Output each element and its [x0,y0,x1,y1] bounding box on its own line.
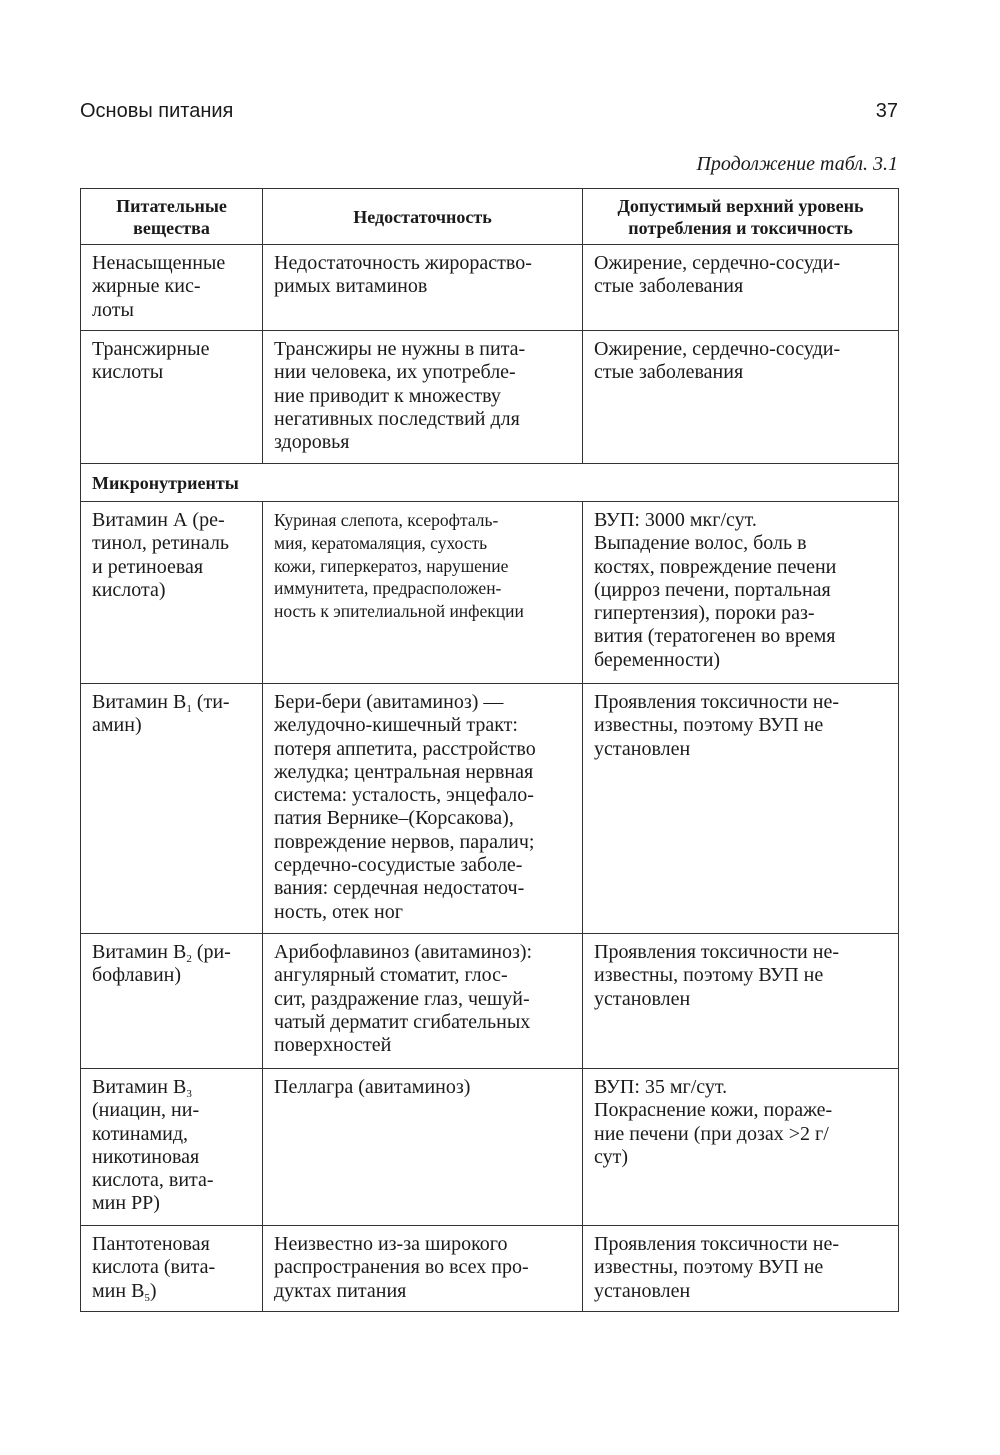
cell-deficiency: Пеллагра (авитаминоз) [263,1069,583,1226]
cell-upper-level: ВУП: 35 мг/сут. Покраснение кожи, пораже- ние печени (при дозах >2 г/ сут) [583,1069,899,1226]
cell-deficiency: Бери-бери (авитаминоз) — желудочно-кишечный тракт: потеря аппетита, расстройство желудка; центральная нервная система: усталость, энцефало- патия Вернике–(Корсакова), повреждение нервов, паралич; сердечно-сосудистые заболе- вания: сердечная недостаточ- ность, отек ног [263,684,583,934]
cell-nutrient [81,1069,263,1226]
nutrient-name: Витамин B [92,691,187,713]
nutrient-subscript: 3 [186,1088,192,1100]
table-row [81,684,899,934]
cell-deficiency: Арибофлавиноз (авитаминоз): ангулярный стоматит, глос- сит, раздражение глаз, чешуй- чатый дерматит сгибательных поверхностей [263,934,583,1069]
nutrient-name: Витамин B [92,1076,187,1098]
nutrient-name: Пантотеновая кислота (вита- мин B [92,1233,216,1302]
table-row [81,502,899,684]
page-number: 37 [875,100,898,122]
running-head [80,100,898,130]
cell-nutrient [81,934,263,1069]
cell-nutrient: Ненасыщенные жирные кис- лоты [81,245,263,331]
nutrient-subscript: 1 [186,703,192,715]
nutrient-name-rest: (ти- амин) [92,691,230,737]
cell-nutrient [81,1226,263,1312]
cell-upper-level: Проявления токсичности не- известны, поэтому ВУП не установлен [583,684,899,934]
cell-deficiency: Неизвестно из-за широкого распространения во всех про- дуктах питания [263,1226,583,1312]
table-row [81,331,899,464]
cell-deficiency: Недостаточность жирораство- римых витаминов [263,245,583,331]
nutrient-subscript: 5 [144,1291,150,1304]
running-title: Основы питания [80,100,234,122]
table-row [81,934,899,1069]
table-row [81,1226,899,1312]
nutrient-name-rest: ) [149,1279,157,1302]
nutrient-name-rest: (ниацин, ни- котинамид, никотиновая кислота, вита- мин РР) [92,1099,214,1215]
cell-deficiency: Трансжиры не нужны в пита- нии человека, их употребле- ние приводит к множеству негативных последствий для здоровья [263,331,583,464]
nutrient-name: Витамин B [92,941,187,963]
table-caption: Продолжение табл. 3.1 [696,153,898,175]
cell-upper-level: Ожирение, сердечно-сосуди- стые заболевания [583,331,899,464]
nutrient-subscript: 2 [186,953,192,965]
cell-nutrient: Трансжирные кислоты [81,331,263,464]
cell-upper-level: Ожирение, сердечно-сосуди- стые заболевания [583,245,899,331]
cell-upper-level: Проявления токсичности не- известны, поэтому ВУП не установлен [583,934,899,1069]
cell-nutrient: Витамин А (ре- тинол, ретиналь и ретиноевая кислота) [81,502,263,684]
table-header-row [81,189,899,245]
cell-upper-level: Проявления токсичности не- известны, поэтому ВУП не установлен [583,1226,899,1312]
header-nutrient: Питательные вещества [81,189,263,245]
section-title: Микронутриенты [81,464,899,502]
cell-nutrient [81,684,263,934]
nutrient-name-rest: (ри- бофлавин) [92,941,231,987]
table-row [81,245,899,331]
cell-upper-level: ВУП: 3000 мкг/сут. Выпадение волос, боль в костях, повреждение печени (цирроз печени, портальная гипертензия), пороки раз- вития (тератогенен во время беременности) [583,502,899,684]
cell-deficiency: Куриная слепота, ксерофталь- мия, кератомаляция, сухость кожи, гиперкератоз, нарушение иммунитета, предрасположен- ность к эпителиальной инфекции [263,502,583,684]
table-row [81,1069,899,1226]
nutrients-table [80,188,899,1312]
header-upper-level: Допустимый верхний уровень потребления и токсичность [583,189,899,245]
section-row [81,464,899,502]
header-deficiency: Недостаточность [263,189,583,245]
